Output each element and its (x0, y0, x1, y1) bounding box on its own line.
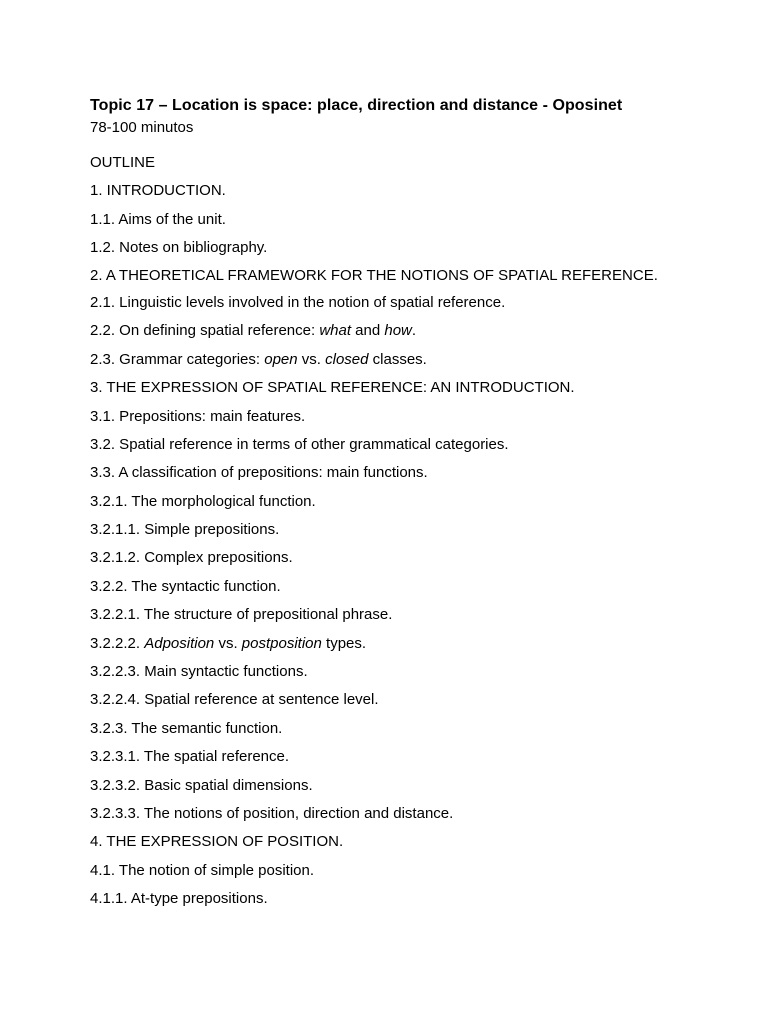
text-run: . (411, 322, 417, 340)
outline-item: 3.2.1. The morphological function. (90, 492, 316, 510)
outline-item (90, 351, 690, 369)
outline-item: 3.2. Spatial reference in terms of other grammatical categories. (90, 435, 509, 453)
outline-item: 4.1.1. At-type prepositions. (90, 890, 268, 908)
outline-item: 3.2.2. The syntactic function. (90, 577, 281, 595)
italic-text-run: open (264, 350, 298, 368)
outline-item: 3.2.2.4. Spatial reference at sentence level. (90, 691, 379, 709)
text-run: types. (321, 634, 367, 652)
text-run: vs. (214, 634, 242, 652)
outline-item: 3.2.1.2. Complex prepositions. (90, 549, 293, 567)
outline-item: 2.1. Linguistic levels involved in the notion of spatial reference. (90, 293, 506, 311)
text-run: classes. (368, 350, 427, 368)
outline-item: 3.2.2.1. The structure of prepositional phrase. (90, 606, 393, 624)
document-title: Topic 17 – Location is space: place, direction and distance - Oposinet (90, 97, 623, 114)
italic-text-run: how (384, 322, 412, 340)
outline-item: 3. THE EXPRESSION OF SPATIAL REFERENCE: AN INTRODUCTION. (90, 379, 575, 397)
outline-item: 3.2.1.1. Simple prepositions. (90, 521, 280, 539)
outline-item: 4. THE EXPRESSION OF POSITION. (90, 833, 344, 851)
outline-item: 1.1. Aims of the unit. (90, 210, 226, 228)
outline-item: 1.2. Notes on bibliography. (90, 239, 268, 257)
italic-text-run: what (319, 322, 351, 340)
text-run: vs. (297, 350, 326, 368)
italic-text-run: postposition (241, 634, 322, 652)
outline-item: 3.2.2.3. Main syntactic functions. (90, 663, 308, 681)
outline-item: 3.2.3. The semantic function. (90, 719, 283, 737)
outline-item: 3.1. Prepositions: main features. (90, 407, 306, 425)
outline-item (90, 322, 690, 340)
text-run: 2.2. On defining spatial reference: (90, 322, 320, 340)
italic-text-run: Adposition (144, 634, 215, 652)
text-run: 2.3. Grammar categories: (90, 350, 265, 368)
document-subtitle: 78-100 minutos (90, 119, 194, 136)
outline-item: 3.3. A classification of prepositions: main functions. (90, 464, 428, 482)
outline-item: 1. INTRODUCTION. (90, 182, 226, 200)
outline-item: 3.2.3.1. The spatial reference. (90, 748, 290, 766)
outline-item: 3.2.3.2. Basic spatial dimensions. (90, 776, 313, 794)
outline-item (90, 635, 690, 653)
outline-item: 2. A THEORETICAL FRAMEWORK FOR THE NOTIONS OF SPATIAL REFERENCE. (90, 266, 658, 284)
outline-item: 4.1. The notion of simple position. (90, 861, 315, 879)
outline-item: 3.2.3.3. The notions of position, direction and distance. (90, 804, 454, 822)
text-run: 3.2.2.2. (90, 634, 145, 652)
outline-heading: OUTLINE (90, 154, 156, 171)
text-run: and (351, 322, 385, 340)
outline-list (90, 154, 690, 919)
italic-text-run: closed (325, 350, 369, 368)
